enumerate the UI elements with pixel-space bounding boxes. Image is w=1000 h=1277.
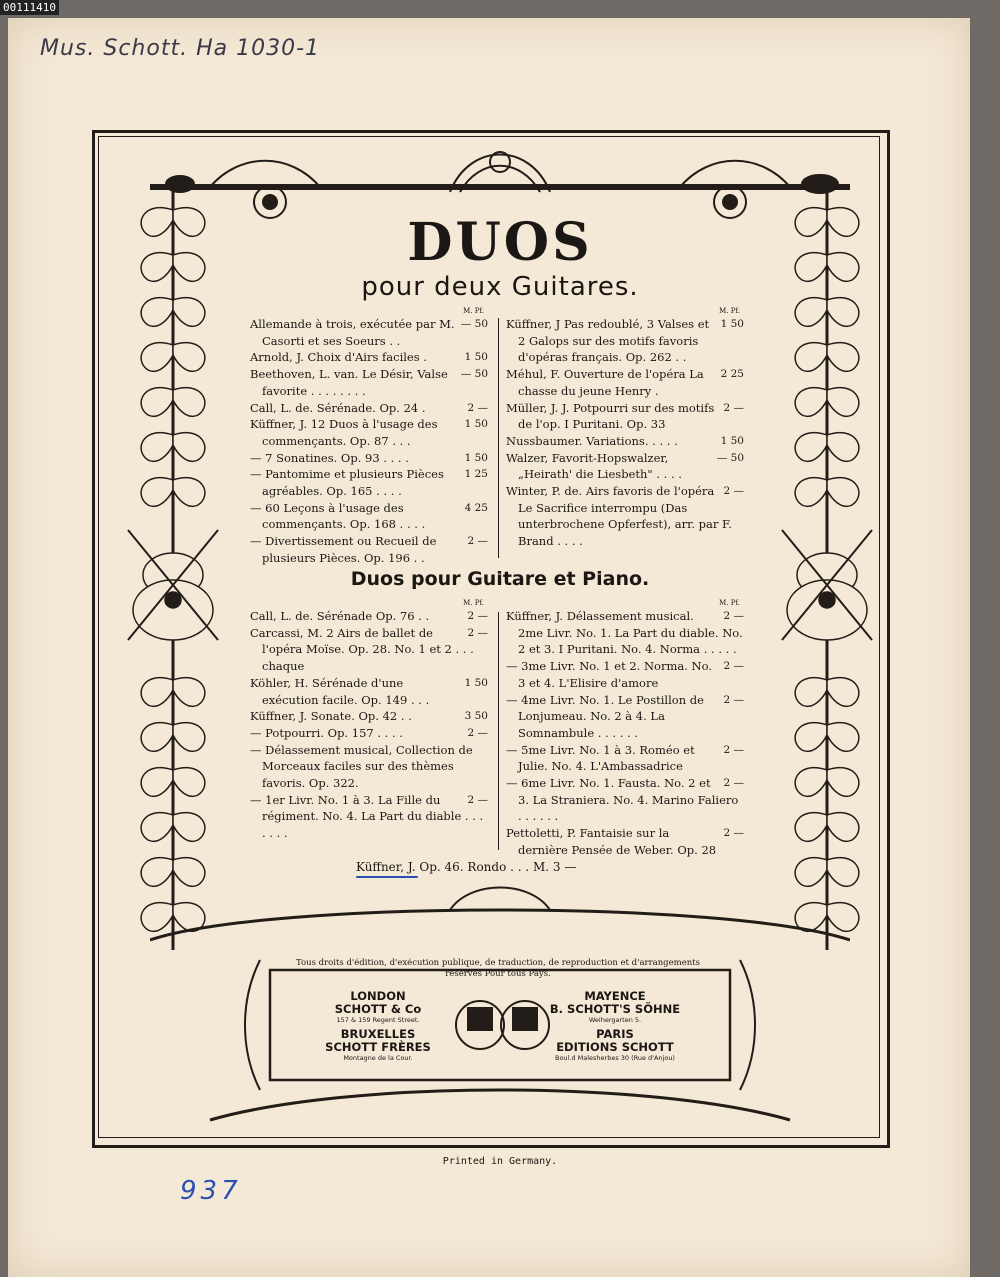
entry-title: Nussbaumer. Variations. . . . . (506, 433, 678, 448)
price-header: M. Pf. (719, 307, 740, 315)
entry-price: 4 25 (462, 500, 488, 517)
pencil-number: 937 (180, 1176, 242, 1206)
rondo-details: Op. 46. Rondo . . . M. 3 — (419, 860, 577, 874)
catalog-entry (506, 608, 744, 658)
publisher-city: BRUXELLES (340, 1027, 416, 1041)
entry-price: 2 — (720, 483, 744, 500)
piano-duos-right-column (506, 598, 744, 859)
catalog-entry (250, 349, 488, 366)
entry-title: — Délassement musical, Collection de Morceaux faciles sur des thèmes favoris. Op. 322. (250, 742, 473, 791)
entry-title: — 5me Livr. No. 1 à 3. Roméo et Julie. No. 4. L'Ambassadrice (506, 742, 695, 774)
catalog-entry (506, 450, 744, 483)
entry-title: Call, L. de. Sérénade Op. 76 . . (250, 609, 430, 623)
entry-title: Carcassi, M. 2 Airs de ballet de l'opéra Moïse. Op. 28. No. 1 et 2 . . . chaque (250, 625, 474, 674)
entry-price: 2 — (720, 825, 744, 842)
entry-price: 1 50 (462, 349, 488, 366)
catalog-entry (506, 483, 744, 550)
catalog-entry (506, 366, 744, 399)
entry-title: Allemande à trois, exécutée par M. Casorti et ses Soeurs . . (250, 317, 455, 348)
rondo-composer: Küffner, J. (356, 860, 416, 874)
catalog-entry (250, 608, 488, 625)
price-header: M. Pf. (719, 599, 740, 607)
blue-underline (356, 876, 418, 878)
entry-title: Winter, P. de. Airs favoris de l'opéra Le Sacrifice interrompu (Das unterbrochene Opferfest), arr. par F. Brand . . . . (506, 484, 732, 549)
entry-title: Küffner, J Pas redoublé, 3 Valses et 2 Galops sur des motifs favoris d'opéras français. Op. 262 . . (506, 317, 710, 365)
publisher-address: Boul.d Malesherbes 30 (Rue d'Anjou) (555, 1054, 675, 1062)
catalog-entry (250, 500, 488, 533)
catalog-entry (506, 775, 744, 825)
publisher-bruxelles (308, 1028, 448, 1062)
bottom-cartouche (150, 880, 850, 1140)
entry-price: 2 — (464, 533, 488, 550)
entry-title: Köhler, H. Sérénade d'une exécution facile. Op. 149 . . . (250, 675, 430, 707)
entry-title: Küffner, J. Sonate. Op. 42 . . (250, 709, 412, 724)
catalog-entry (250, 725, 488, 742)
entry-title: Küffner, J. 12 Duos à l'usage des commençants. Op. 87 . . . (250, 417, 438, 448)
entry-title: — 4me Livr. No. 1. Le Postillon de Lonjumeau. No. 2 à 4. La Somnambule . . . . . . (506, 692, 704, 740)
entry-title: — 60 Leçons à l'usage des commençants. Op. 168 . . . . (250, 500, 426, 532)
entry-title: Küffner, J. Délassement musical. 2me Livr. No. 1. La Part du diable. No. 2 et 3. I Puritani. No. 4. Norma . . . . . (506, 609, 743, 657)
section-title-guitar-piano: Duos pour Guitare et Piano. (350, 568, 650, 590)
catalog-entry (250, 625, 488, 675)
entry-price: 2 — (720, 400, 744, 417)
entry-title: — 7 Sonatines. Op. 93 . . . . (250, 450, 409, 465)
publisher-firm: SCHOTT FRÈRES (325, 1040, 431, 1054)
entry-title: — Pantomime et plusieurs Pièces agréables. Op. 165 . . . . (250, 467, 444, 499)
catalog-entry (506, 433, 744, 450)
catalog-entry (250, 316, 488, 349)
page-title: DUOS (407, 212, 593, 273)
entry-price: 2 — (720, 692, 744, 709)
entry-price: 1 50 (462, 450, 488, 467)
guitar-duos-right-column (506, 306, 744, 550)
entry-price: 1 50 (462, 416, 488, 433)
publisher-city: MAYENCE (584, 989, 646, 1003)
entry-price: 1 50 (718, 433, 744, 450)
price-header: M. Pf. (463, 307, 484, 315)
catalog-entry (506, 825, 744, 858)
entry-price: 1 50 (462, 675, 488, 692)
entry-title: Méhul, F. Ouverture de l'opéra La chasse du jeune Henry . (506, 367, 704, 398)
entry-price: 2 — (464, 400, 488, 417)
entry-title: Müller, J. J. Potpourri sur des motifs de l'op. I Puritani. Op. 33 (506, 400, 715, 432)
page-subtitle: pour deux Guitares. (361, 272, 639, 302)
publisher-address: Montagne de la Cour. (343, 1054, 413, 1062)
catalog-entry (250, 416, 488, 449)
entry-price: 2 — (464, 625, 488, 642)
entry-price: 2 — (464, 608, 488, 625)
publisher-paris (540, 1028, 690, 1062)
catalog-entry (250, 792, 488, 842)
catalog-entry (506, 742, 744, 775)
entry-title: — Potpourri. Op. 157 . . . . (250, 725, 403, 740)
entry-price: — 50 (714, 450, 744, 467)
entry-title: — 6me Livr. No. 1. Fausta. No. 2 et 3. La Straniera. No. 4. Marino Faliero . . . . . . (506, 776, 739, 824)
catalog-entry (250, 708, 488, 725)
entry-price: 2 — (720, 658, 744, 675)
catalog-entry (506, 692, 744, 742)
catalog-entry (250, 366, 488, 399)
entry-price: 2 — (720, 742, 744, 759)
publisher-address: 157 & 159 Regent Street. (336, 1016, 420, 1024)
catalog-entry (250, 675, 488, 708)
scan-id: 00111410 (0, 0, 59, 15)
publisher-city: LONDON (350, 989, 406, 1003)
printed-in-germany: Printed in Germany. (442, 1156, 558, 1167)
catalog-entry (250, 400, 488, 417)
entry-title: Walzer, Favorit-Hopswalzer, „Heirath' die Liesbeth" . . . . (506, 450, 682, 482)
catalog-entry (506, 400, 744, 433)
column-divider (498, 612, 499, 850)
column-divider (498, 318, 499, 558)
entry-price: — 50 (458, 366, 488, 383)
entry-title: Arnold, J. Choix d'Airs faciles . (250, 350, 427, 365)
entry-price: 1 50 (718, 316, 744, 333)
rondo-entry (356, 860, 576, 874)
catalog-entry (250, 742, 488, 792)
entry-title: Beethoven, L. van. Le Désir, Valse favorite . . . . . . . . (250, 367, 448, 398)
entry-title: Pettoletti, P. Fantaisie sur la dernière Pensée de Weber. Op. 28 (506, 826, 717, 857)
publisher-firm: B. SCHOTT'S SÖHNE (549, 1002, 681, 1016)
entry-price: 2 — (720, 608, 744, 625)
piano-duos-left-column (250, 598, 488, 842)
rights-notice: Tous droits d'édition, d'exécution publique, de traduction, de reproduction et d'arrangements réservés Pour tous Pays. (295, 958, 700, 979)
entry-title: Call, L. de. Sérénade. Op. 24 . (250, 400, 426, 415)
catalog-entry (506, 316, 744, 366)
price-header: M. Pf. (463, 599, 484, 607)
entry-price: 2 — (464, 792, 488, 809)
entry-price: — 50 (458, 316, 488, 333)
catalog-entry (250, 466, 488, 499)
entry-price: 2 25 (718, 366, 744, 383)
entry-price: 3 50 (462, 708, 488, 725)
entry-price: 2 — (720, 775, 744, 792)
publisher-london (308, 990, 448, 1024)
catalog-entry (506, 658, 744, 691)
pencil-shelfmark: Mus. Schott. Ha 1030-1 (40, 36, 321, 61)
entry-title: — 3me Livr. No. 1 et 2. Norma. No. 3 et 4. L'Elisire d'amore (506, 659, 712, 690)
publisher-firm: EDITIONS SCHOTT (556, 1040, 674, 1054)
entry-price: 1 25 (462, 466, 488, 483)
entry-title: — Divertissement ou Recueil de plusieurs Pièces. Op. 196 . . (250, 534, 437, 565)
catalog-entry (250, 533, 488, 566)
publisher-mayence (540, 990, 690, 1024)
guitar-duos-left-column (250, 306, 488, 567)
entry-title: — 1er Livr. No. 1 à 3. La Fille du régiment. No. 4. La Part du diable . . . . . . . (250, 792, 484, 841)
catalog-entry (250, 450, 488, 467)
publisher-firm: SCHOTT & Co (334, 1002, 422, 1016)
entry-price: 2 — (464, 725, 488, 742)
publisher-city: PARIS (596, 1027, 634, 1041)
publisher-address: Weihergarten 5. (588, 1016, 642, 1024)
